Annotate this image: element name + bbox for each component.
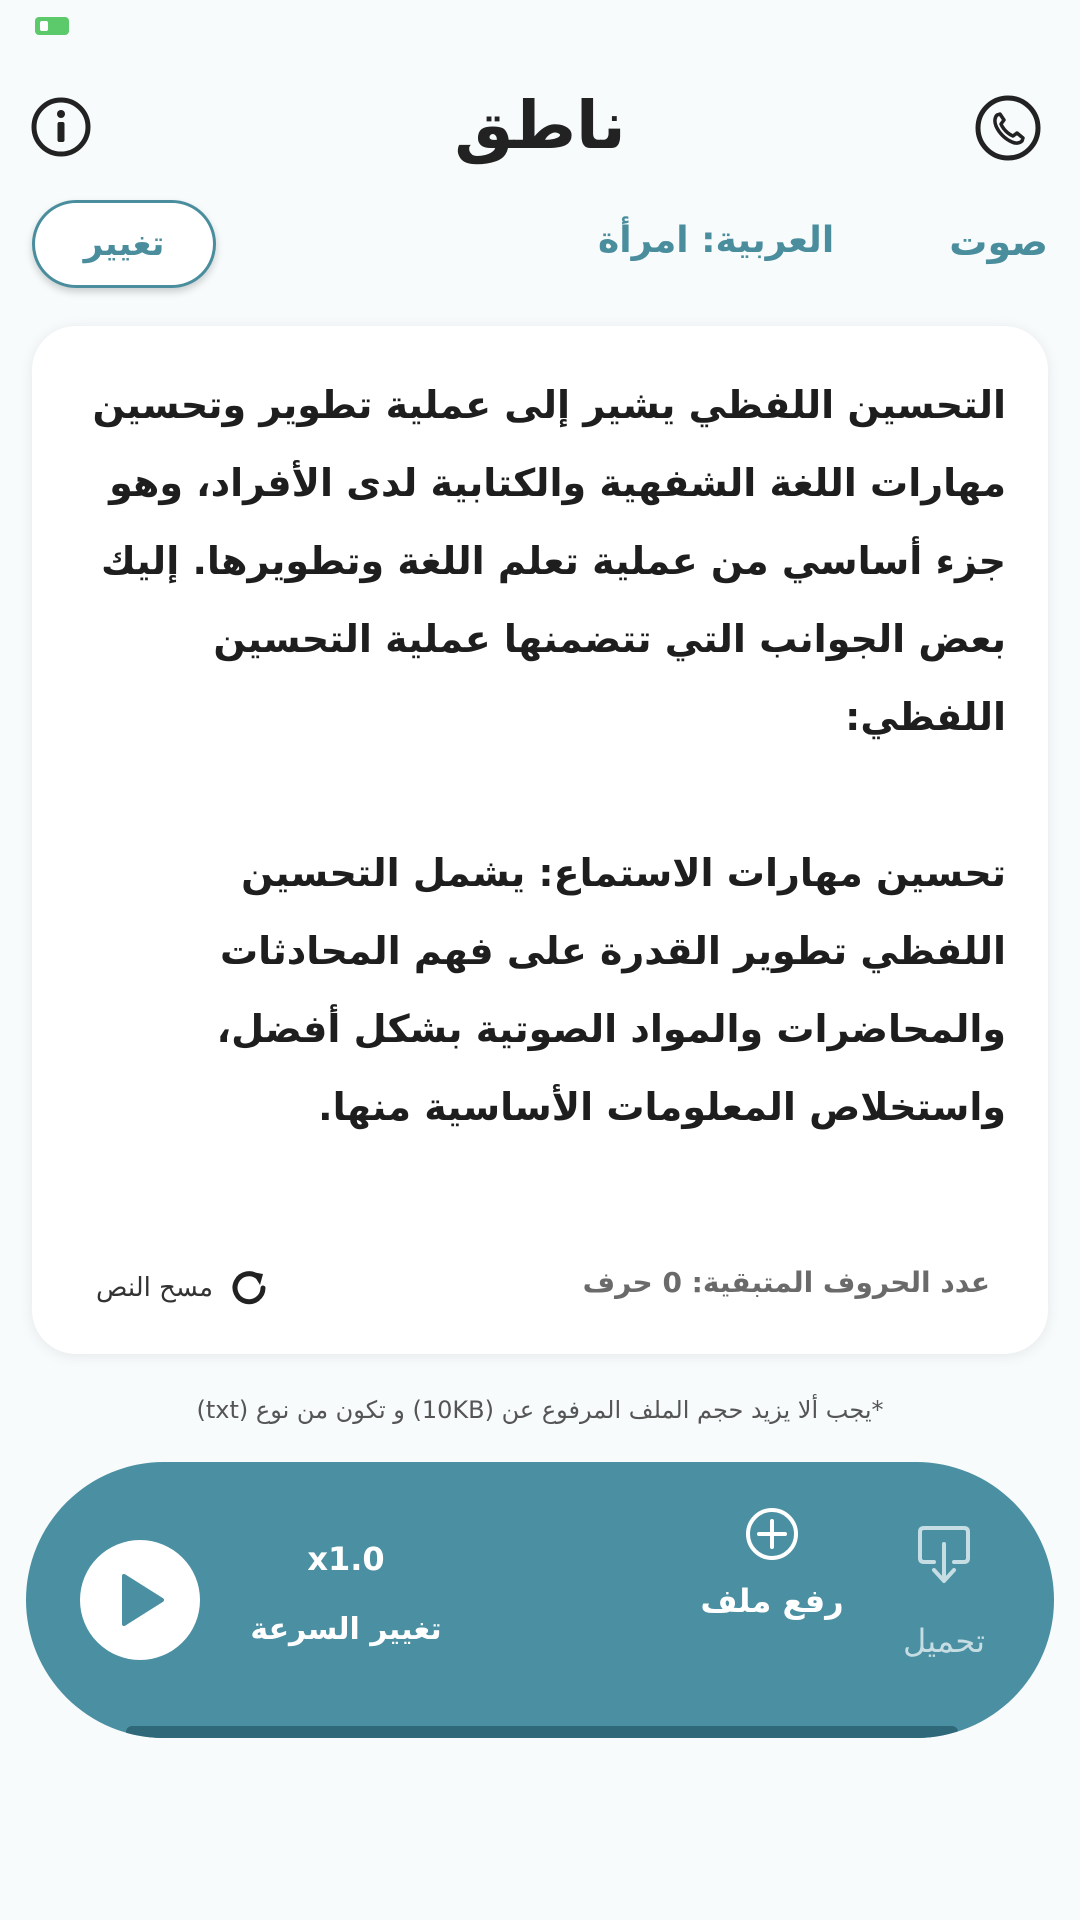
change-voice-button[interactable]: تغيير <box>32 200 216 288</box>
play-button[interactable] <box>80 1540 200 1660</box>
progress-track <box>126 1726 958 1738</box>
text-input-area[interactable] <box>88 366 1006 1224</box>
download-icon <box>916 1524 972 1586</box>
clear-text-label: مسح النص <box>96 1273 214 1303</box>
app-title: ناطق <box>454 87 626 164</box>
refresh-icon <box>225 1264 273 1312</box>
speed-value[interactable]: x1.0 <box>307 1540 385 1578</box>
card-footer <box>32 1258 1048 1318</box>
play-icon <box>110 1570 170 1630</box>
voice-value: العربية: امرأة <box>598 220 835 261</box>
upload-file-button[interactable] <box>700 1506 844 1628</box>
plus-circle-icon <box>744 1506 800 1562</box>
app-header <box>0 80 1080 180</box>
voice-label: صوت <box>949 220 1048 264</box>
text-paragraph: التحسين اللفظي يشير إلى عملية تطوير وتحسين مهارات اللغة الشفهية والكتابية لدى الأفراد، وهو جزء أساسي من عملية تعلم اللغة وتطويرها. إليك بعض الجوانب التي تتضمنها عملية التحسين اللفظي: <box>92 383 1006 739</box>
download-label: تحميل <box>903 1622 985 1660</box>
status-bar <box>0 0 1080 52</box>
chars-remaining: عدد الحروف المتبقية: 0 حرف <box>582 1266 990 1299</box>
text-paragraph: تحسين مهارات الاستماع: يشمل التحسين اللفظي تطوير القدرة على فهم المحادثات والمحاضرات والمواد الصوتية بشكل أفضل، واستخلاص المعلومات الأساسية منها. <box>216 851 1006 1129</box>
player-bar <box>26 1462 1054 1738</box>
clear-text-button[interactable] <box>96 1258 273 1318</box>
change-speed-button[interactable]: تغيير السرعة <box>250 1612 442 1647</box>
download-button[interactable] <box>864 1524 1024 1668</box>
battery-icon <box>34 16 72 36</box>
text-input-card <box>32 326 1048 1354</box>
file-size-note: *يجب ألا يزيد حجم الملف المرفوع عن (10KB) و تكون من نوع (txt) <box>196 1396 884 1424</box>
upload-file-label: رفع ملف <box>700 1582 844 1620</box>
phone-icon[interactable] <box>974 94 1042 162</box>
voice-selector <box>0 198 1080 294</box>
